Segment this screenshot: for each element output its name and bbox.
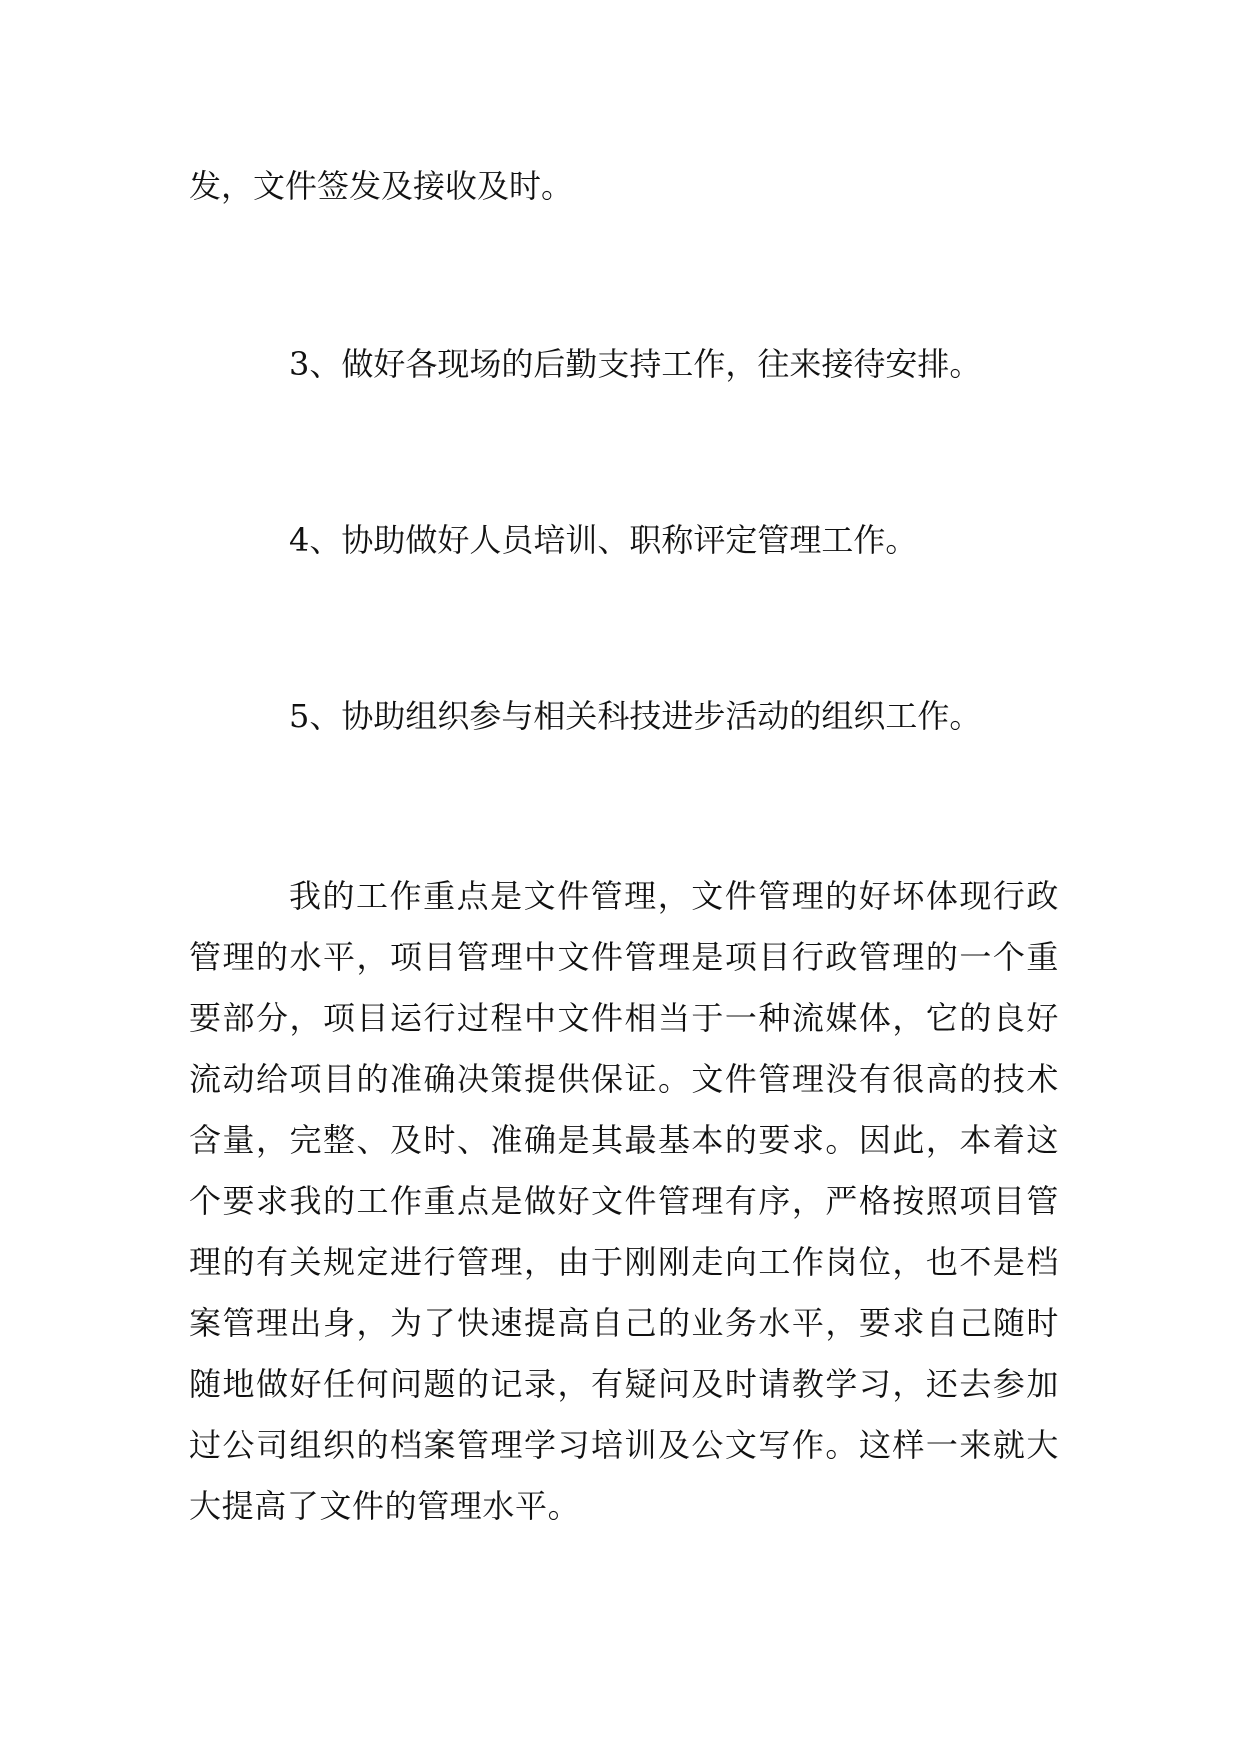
list-item-3: 3、做好各现场的后勤支持工作，往来接待安排。 [289, 345, 982, 383]
body-paragraph: 我的工作重点是文件管理，文件管理的好坏体现行政管理的水平，项目管理中文件管理是项目行政管理的一个重要部分，项目运行过程中文件相当于一种流媒体，它的良好流动给项目的准确决策提供保证。文件管理没有很高的技术含量，完整、及时、准确是其最基本的要求。因此，本着这个要求我的工作重点是做好文件管理有序，严格按照项目管理的有关规定进行管理，由于刚刚走向工作岗位，也不是档案管理出身，为了快速提高自己的业务水平，要求自己随时随地做好任何问题的记录，有疑问及时请教学习，还去参加过公司组织的档案管理学习培训及公文写作。这样一来就大大提高了文件的管理水平。 [189, 877, 1059, 1525]
list-item-4: 4、协助做好人员培训、职称评定管理工作。 [289, 521, 918, 559]
list-item-5: 5、协助组织参与相关科技进步活动的组织工作。 [289, 697, 982, 735]
continuation-line: 发，文件签发及接收及时。 [189, 167, 574, 205]
